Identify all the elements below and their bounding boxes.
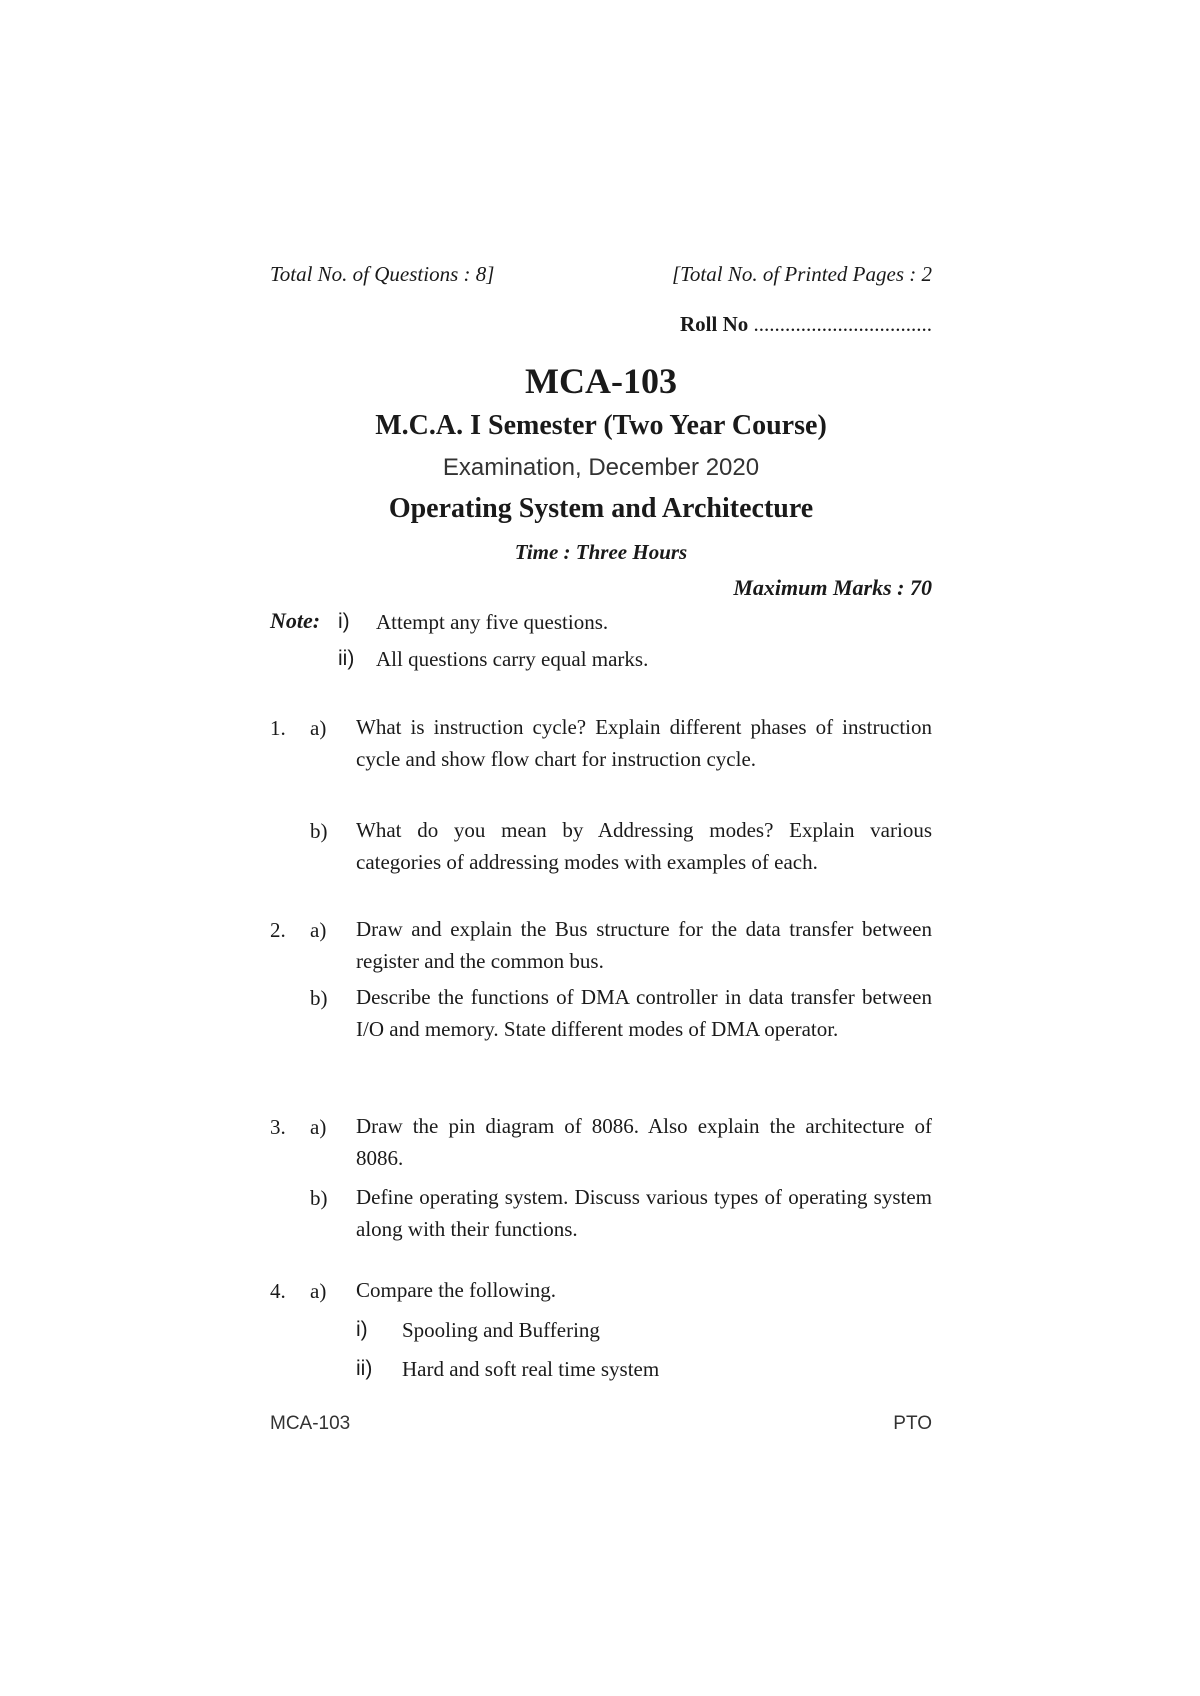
maximum-marks: Maximum Marks : 70 [733, 575, 932, 600]
question-number: 3. [270, 1115, 286, 1139]
question-part-label: a) [310, 716, 327, 740]
question-part-label: b) [310, 986, 328, 1010]
note-item-text: All questions carry equal marks. [376, 647, 649, 671]
note-label: Note: [270, 608, 321, 633]
question-text: Define operating system. Discuss various types of operating system along with their functions. [356, 1185, 932, 1241]
question-text: What do you mean by Addressing modes? Explain various categories of addressing modes with examples of each. [356, 818, 932, 874]
footer-pto: PTO [893, 1413, 932, 1434]
question-text: What is instruction cycle? Explain different phases of instruction cycle and show flow chart for instruction cycle. [356, 715, 932, 771]
question-part-label: a) [310, 1279, 327, 1303]
note-item-text: Attempt any five questions. [376, 610, 609, 634]
question-part-label: a) [310, 1115, 327, 1139]
question-part-label: b) [310, 1186, 328, 1210]
question-text: Draw the pin diagram of 8086. Also explain the architecture of 8086. [356, 1114, 932, 1170]
sub-item-number: i) [356, 1318, 368, 1341]
question-text: Describe the functions of DMA controller in data transfer between I/O and memory. State different modes of DMA operator. [356, 985, 932, 1041]
roll-label: Roll No [680, 312, 749, 336]
exam-session: Examination, December 2020 [442, 454, 760, 481]
paper-code: MCA-103 [525, 361, 677, 401]
question-part-label: a) [310, 918, 327, 942]
exam-time: Time : Three Hours [514, 540, 688, 564]
roll-number-field [680, 312, 932, 337]
note-item-number: ii) [338, 647, 355, 670]
note-item-number: i) [338, 610, 350, 633]
question-text: Draw and explain the Bus structure for the data transfer between register and the common bus. [356, 917, 932, 973]
course-title: M.C.A. I Semester (Two Year Course) [375, 410, 827, 441]
total-questions: Total No. of Questions : 8] [270, 262, 495, 286]
roll-dots: .................................. [748, 312, 932, 336]
question-number: 1. [270, 716, 286, 740]
question-text: Compare the following. [356, 1278, 557, 1302]
sub-item-text: Spooling and Buffering [402, 1318, 600, 1342]
question-part-label: b) [310, 819, 328, 843]
question-number: 4. [270, 1279, 286, 1303]
exam-page [270, 0, 932, 1696]
sub-item-text: Hard and soft real time system [402, 1357, 660, 1381]
total-pages: [Total No. of Printed Pages : 2 [672, 262, 932, 286]
footer-paper-code: MCA-103 [270, 1413, 351, 1434]
sub-item-number: ii) [356, 1357, 373, 1380]
question-number: 2. [270, 918, 286, 942]
subject-title: Operating System and Architecture [388, 493, 814, 524]
